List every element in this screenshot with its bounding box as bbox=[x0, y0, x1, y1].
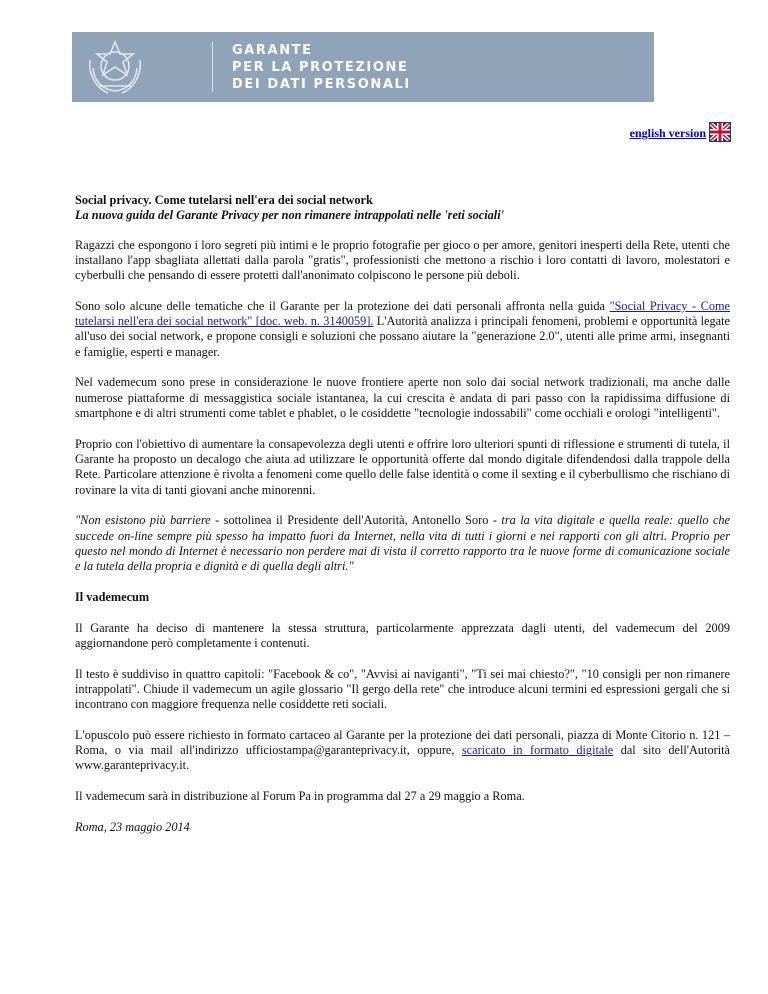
guide-document-link[interactable]: "Social Privacy - Come tutelarsi nell'era dei social network" [doc. web. n. 3140059]. bbox=[75, 298, 730, 329]
uk-flag-icon[interactable] bbox=[709, 122, 731, 142]
paragraph-guide-text-2: L'Autorità analizza i principali fenomeni, problemi e opportunità legate all'uso dei social network, e propone consigli e soluzioni che possano aiutare la "generazione 2.0", utenti alle prime armi, insegnanti e famiglie, esperti e manager. bbox=[75, 314, 730, 359]
language-switch[interactable] bbox=[630, 122, 731, 142]
logo-line-1: GARANTE bbox=[232, 43, 313, 58]
paragraph-structure: Il Garante ha deciso di mantenere la stessa struttura, particolarmente apprezzata dagli utenti, del vademecum del 2009 aggiornandone però completamente i contenuti. bbox=[75, 620, 730, 650]
article-heading bbox=[75, 193, 730, 224]
header-banner bbox=[72, 32, 654, 102]
paragraph-chapters: Il testo è suddiviso in quattro capitoli: "Facebook & co", "Avvisi ai naviganti", "Ti sei mai chiesto?", "10 consigli per non rimanere intrappolati". Chiude il vademecum un agile glossario "Il gergo della rete" che introduce alcuni termini ed espressioni gergali che si incontrano con maggiore frequenza nelle cosiddette reti sociali. bbox=[75, 666, 730, 712]
section-heading-vademecum: Il vademecum bbox=[75, 589, 150, 604]
quote-part-2: tra la vita digitale e quella reale: quello che succede on-line sempre più spesso ha impatto fuori da Internet, nella vita di tutti i giorni e nei rapporti con gli altri. Proprio per questo nel mondo di Internet è necessario non perdere mai di vista il corretto rapporto tra le nuove forme di comunicazione sociale e la tutela della propria e dignità e di quella degli altri." bbox=[75, 513, 731, 574]
paragraph-intro: Ragazzi che espongono i loro segreti più intimi e le proprio fotografie per gioco o per amore, genitori inesperti della Rete, utenti che installano l'app sbagliata allettati dalla parola "gratis", professionisti che mettono a rischio i loro contatti di lavoro, molestatori e cyberbulli che pensando di essere protetti dall'anonimato colpiscono le persone più deboli. bbox=[75, 237, 730, 283]
paragraph-forum: Il vademecum sarà in distribuzione al Forum Pa in programma dal 27 a 29 maggio a Roma. bbox=[75, 789, 525, 804]
paragraph-guide bbox=[75, 299, 730, 360]
download-link[interactable]: scaricato in formato digitale bbox=[461, 743, 614, 758]
quote-part-1: "Non esistono più barriere bbox=[75, 513, 211, 528]
logo-line-2: PER LA PROTEZIONE bbox=[232, 60, 409, 75]
italian-republic-emblem-icon bbox=[84, 38, 146, 96]
banner-separator bbox=[212, 42, 213, 92]
article-subtitle: La nuova guida del Garante Privacy per non rimanere intrappolati nelle 'reti sociali' bbox=[75, 208, 505, 223]
paragraph-availability bbox=[75, 728, 730, 774]
quote-attribution: - sottolinea il Presidente dell'Autorità, Antonello Soro - bbox=[210, 513, 502, 528]
paragraph-guide-text-1: Sono solo alcune delle tematiche che il Garante per la protezione dei dati personali affronta nella guida bbox=[75, 298, 610, 313]
english-version-link[interactable]: english version bbox=[629, 126, 706, 140]
paragraph-quote bbox=[75, 513, 730, 574]
article-body bbox=[75, 193, 730, 851]
paragraph-availability-text-2: dal sito dell'Autorità www.garanteprivacy.it. bbox=[75, 743, 730, 773]
paragraph-decalogue: Proprio con l'obiettivo di aumentare la consapevolezza degli utenti e offrire loro ulteriori spunti di riflessione e strumenti di tutela, il Garante ha proposto un decalogo che aiuta ad utilizzare le opportunità offerte dal mondo digitale difendendosi dalla trappole della Rete. Particolare attenzione è rivolta a fenomeni come quello delle false identità o come il sexting e il cyberbullismo che rischiano di rovinare la vita di tanti giovani anche minorenni. bbox=[75, 436, 730, 497]
paragraph-frontiers: Nel vademecum sono prese in considerazione le nuove frontiere aperte non solo dai social network tradizionali, ma anche dalle numerose piattaforme di messaggistica sociale istantanea, la cui crescita è andata di pari passo con la rapidissima diffusione di smartphone e di altri strumenti come tablet e phablet, o le cosiddette "tecnologie indossabili" come occhiali e orologi "intelligenti". bbox=[75, 375, 730, 421]
article-title: Social privacy. Come tutelarsi nell'era dei social network bbox=[75, 193, 373, 207]
logo-line-3: DEI DATI PERSONALI bbox=[232, 77, 411, 92]
article-date: Roma, 23 maggio 2014 bbox=[75, 819, 190, 834]
banner-logo-text bbox=[232, 42, 411, 93]
paragraph-availability-text-1: L'opuscolo può essere richiesto in formato cartaceo al Garante per la protezione dei dati personali, piazza di Monte Citorio n. 121 – Roma, o via mail all'indirizzo ufficiostampa@garanteprivacy.it, oppure, bbox=[75, 727, 730, 758]
